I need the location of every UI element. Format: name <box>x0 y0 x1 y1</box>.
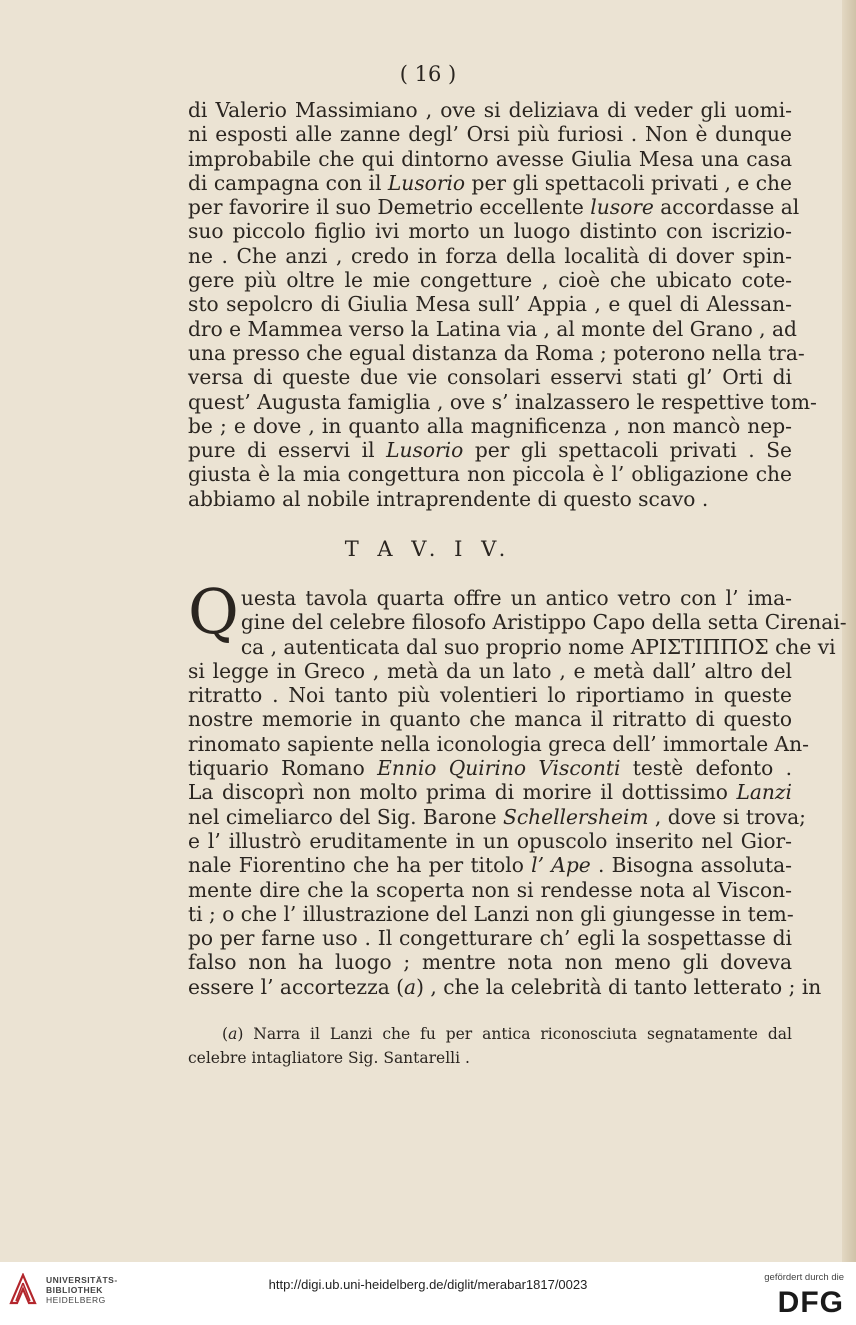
line-text: per gli spettacoli privati , e che <box>465 170 793 195</box>
line-text: pure di esservi il <box>188 438 387 463</box>
line-text: dro e Mammea verso la Latina via , al monte del Grano , ad <box>188 316 797 341</box>
drop-cap: Q <box>188 575 239 648</box>
line-text: ne . Che anzi , credo in forza della località di dover spin- <box>188 243 792 268</box>
line-text: La discoprì non molto prima di morire il dottissimo <box>188 780 737 805</box>
line-text: gere più oltre le mie congetture , cioè che ubicato cote- <box>188 268 792 293</box>
text-line <box>188 586 792 610</box>
italic-text: Lanzi <box>736 780 792 805</box>
line-text: abbiamo al nobile intraprendente di questo scavo . <box>188 486 709 511</box>
line-text: uesta tavola quarta offre un antico vetro con l’ ima- <box>240 586 792 610</box>
text-line <box>188 487 792 511</box>
body-paragraph <box>188 98 817 511</box>
footnote <box>188 1024 792 1073</box>
text-line <box>188 122 792 146</box>
text-line <box>188 780 792 804</box>
italic-text: Lusorio <box>386 438 464 463</box>
dfg-logo[interactable]: DFG <box>777 1286 844 1319</box>
library-line-3: HEIDELBERG <box>46 1295 106 1305</box>
italic-text: Schellersheim <box>502 804 649 829</box>
italic-text: Lusorio <box>387 170 466 195</box>
text-line <box>188 829 792 853</box>
text-line <box>188 195 800 220</box>
text-line <box>188 756 792 780</box>
line-text: ( <box>222 1025 229 1043</box>
line-text: po per farne uso . Il congetturare ch’ egli la sospettasse di <box>188 926 792 951</box>
line-text: e l’ illustrò eruditamente in un opuscolo inserito nel Gior- <box>188 828 792 853</box>
text-line <box>188 292 792 316</box>
footer-bar <box>0 1262 856 1325</box>
text-line <box>188 683 792 707</box>
line-text: ) , che la celebrità di tanto letterato ; in <box>416 974 822 999</box>
text-line <box>188 659 792 683</box>
text-line <box>188 316 797 341</box>
text-line <box>188 707 792 731</box>
italic-text: lusore <box>590 195 654 220</box>
line-text: sto sepolcro di Giulia Mesa sull’ Appia , e quel di Alessan- <box>188 292 792 317</box>
text-line <box>188 171 792 195</box>
line-text: celebre intagliatore Sig. Santarelli . <box>188 1049 470 1068</box>
text-line <box>188 462 792 486</box>
text-line <box>188 389 817 414</box>
line-text: quest’ Augusta famiglia , ove s’ inalzassero le respettive tom- <box>188 389 817 414</box>
line-text: , dove si trova; <box>648 804 806 829</box>
text-line <box>188 1048 792 1072</box>
section-text <box>188 575 847 999</box>
line-text: giusta è la mia congettura non piccola è l’ obligazione che <box>188 462 792 487</box>
funded-by-label: gefördert durch die <box>764 1272 844 1283</box>
line-text: be ; e dove , in quanto alla magnificenza , non mancò nep- <box>188 413 792 438</box>
page-number: ( 16 ) <box>399 62 457 86</box>
library-line-1: UNIVERSITÄTS- <box>46 1275 118 1285</box>
text-line <box>188 219 792 243</box>
text-line <box>188 878 792 902</box>
text-line <box>188 98 792 122</box>
line-text: improbabile che qui dintorno avesse Giulia Mesa una casa <box>188 146 792 171</box>
line-text: testè defonto . <box>620 756 792 781</box>
text-line <box>188 438 792 462</box>
line-text: ni esposti alle zanne degl’ Orsi più furiosi . Non è dunque <box>188 122 792 147</box>
text-line <box>188 414 792 438</box>
text-line <box>188 731 809 756</box>
line-text: per gli spettacoli privati . Se <box>463 438 792 463</box>
text-line <box>188 950 792 974</box>
text-line <box>188 804 806 829</box>
permalink-url[interactable]: http://digi.ub.uni-heidelberg.de/diglit/merabar1817/0023 <box>268 1277 588 1292</box>
line-text: per favorire il suo Demetrio eccellente <box>188 195 591 220</box>
line-text: accordasse al <box>653 195 800 220</box>
line-text: ) Narra il Lanzi che fu per antica riconosciuta segnatamente dal <box>237 1025 792 1043</box>
italic-text: l’ Ape <box>531 853 591 878</box>
italic-text: a <box>228 1025 238 1043</box>
line-text: nel cimeliarco del Sig. Barone <box>188 804 503 829</box>
line-text: si legge in Greco , metà da un lato , e metà dall’ altro del <box>188 658 792 683</box>
text-line <box>188 244 792 268</box>
italic-text: Ennio Quirino Visconti <box>377 756 621 781</box>
section-paragraph <box>188 575 847 999</box>
line-text: versa di queste due vie consolari esservi stati gl’ Orti di <box>188 365 792 390</box>
line-text: una presso che egual distanza da Roma ; poterono nella tra- <box>188 340 805 365</box>
line-text: falso non ha luogo ; mentre nota non meno gli doveva <box>188 950 792 975</box>
line-text: essere l’ accortezza ( <box>188 974 405 999</box>
section-heading: T A V. I V. <box>344 537 512 561</box>
library-line-2: BIBLIOTHEK <box>46 1285 103 1295</box>
text-line <box>188 926 792 950</box>
text-line <box>188 340 805 365</box>
text-line <box>188 974 822 999</box>
text-line <box>188 853 792 877</box>
text-line <box>188 1024 792 1048</box>
text-line <box>188 147 792 171</box>
text-line <box>188 610 847 635</box>
line-text: tiquario Romano <box>188 756 378 781</box>
line-text: rinomato sapiente nella iconologia greca dell’ immortale An- <box>188 731 809 756</box>
line-text: mente dire che la scoperta non si rendesse nota al Viscon- <box>188 877 792 902</box>
line-text: ritratto . Noi tanto più volentieri lo riportiamo in queste <box>188 683 792 708</box>
line-text: ca , autenticata dal suo proprio nome ΑΡΙΣΤΙΠΠΟΣ che vi <box>240 634 836 659</box>
text-line <box>188 902 792 926</box>
text-line <box>188 268 792 292</box>
line-text: nale Fiorentino che ha per titolo <box>188 853 532 878</box>
line-text: gine del celebre filosofo Aristippo Capo della setta Cirenai- <box>240 610 847 635</box>
line-text: . Bisogna assoluta- <box>590 853 792 878</box>
line-text: di Valerio Massimiano , ove si deliziava di veder gli uomi- <box>188 98 792 122</box>
line-text: nostre memorie in quanto che manca il ritratto di questo <box>188 707 792 732</box>
italic-text: a <box>404 974 417 999</box>
text-line <box>188 634 836 659</box>
line-text: di campagna con il <box>188 170 388 195</box>
line-text: suo piccolo figlio ivi morto un luogo distinto con iscrizio- <box>188 219 792 244</box>
text-line <box>188 365 792 389</box>
line-text: ti ; o che l’ illustrazione del Lanzi non gli giungesse in tem- <box>188 901 794 926</box>
